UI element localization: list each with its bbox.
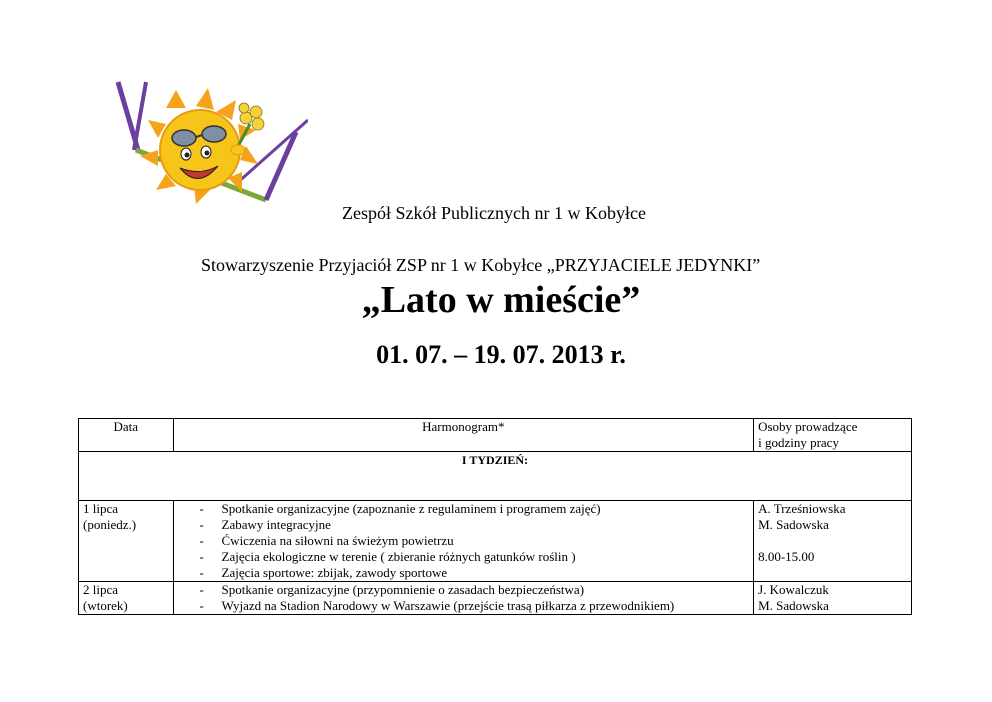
person-name: A. Trześniowska [758,501,846,516]
table-header-row [79,419,912,452]
page-title: „Lato w mieście” [361,279,641,321]
row-persons [754,501,912,582]
row-activities [173,582,754,615]
header-persons [754,419,912,452]
header-persons-line: i godziny pracy [758,435,839,450]
person-name: M. Sadowska [758,598,829,613]
header-persons-line: Osoby prowadzące [758,419,858,434]
table-row [79,501,912,582]
schedule-table [78,418,912,615]
list-item: - Zajęcia sportowe: zbijak, zawody sportowe [200,565,750,581]
week-label: I TYDZIEŃ: [79,452,912,501]
person-name: J. Kowalczuk [758,582,829,597]
date-day: 1 lipca [83,501,119,516]
table-row [79,582,912,615]
event-dates: 01. 07. – 19. 07. 2013 r. [376,340,626,369]
list-item: - Spotkanie organizacyjne (przypomnienie o zasadach bezpieczeństwa) [200,582,750,598]
sun-in-hammock-icon [96,80,308,216]
list-item: - Spotkanie organizacyjne (zapoznanie z regulaminem i programem zajęć) [200,501,750,517]
row-persons [754,582,912,615]
list-item: - Zajęcia ekologiczne w terenie ( zbieranie różnych gatunków roślin ) [200,549,750,565]
list-item: - Zabawy integracyjne [200,517,750,533]
row-date [79,582,174,615]
row-activities [173,501,754,582]
date-weekday: (poniedz.) [83,517,137,532]
association-name: Stowarzyszenie Przyjaciół ZSP nr 1 w Kobyłce „PRZYJACIELE JEDYNKI” [201,255,761,275]
work-hours: 8.00-15.00 [758,549,815,564]
list-item: - Wyjazd na Stadion Narodowy w Warszawie (przejście trasą piłkarza z przewodnikiem) [200,598,750,614]
school-name: Zespół Szkół Publicznych nr 1 w Kobyłce [342,203,646,223]
list-item: - Ćwiczenia na siłowni na świeżym powietrzu [200,533,750,549]
header-date: Data [79,419,174,452]
person-name: M. Sadowska [758,517,829,532]
date-weekday: (wtorek) [83,598,128,613]
header-schedule: Harmonogram* [173,419,754,452]
date-day: 2 lipca [83,582,119,597]
week-row [79,452,912,501]
row-date [79,501,174,582]
